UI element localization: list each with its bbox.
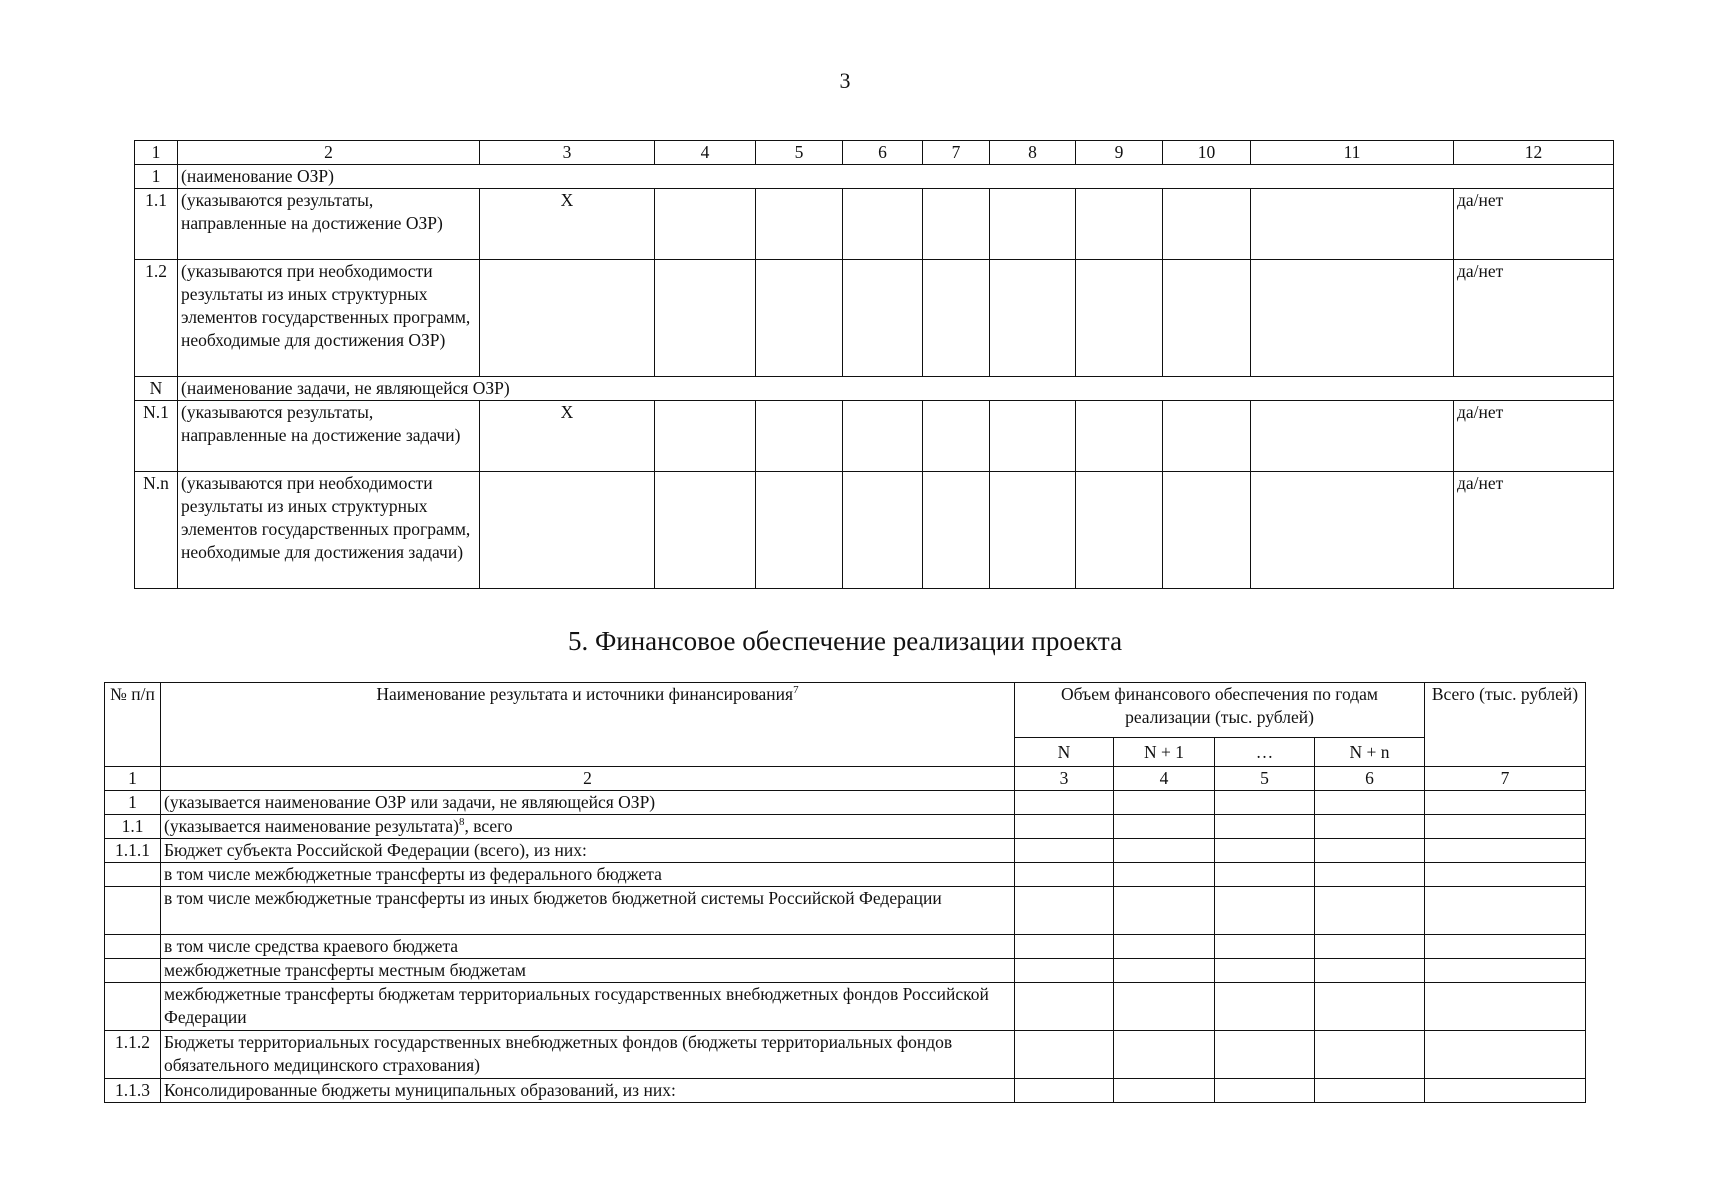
empty-cell [843,260,923,377]
table-row [135,260,1614,377]
row-text: (указываются результаты, направленные на достижение задачи) [178,401,480,472]
row-text: межбюджетные трансферты местным бюджетам [161,959,1015,983]
empty-cell [1015,863,1114,887]
footnote-ref: 7 [793,684,799,697]
empty-cell [1163,260,1251,377]
empty-cell [1425,815,1586,839]
row-number [105,863,161,887]
table-row [135,401,1614,472]
empty-cell [843,472,923,589]
row-text: (указывается наименование ОЗР или задачи, не являющейся ОЗР) [161,791,1015,815]
footnote-ref: 8 [458,816,465,829]
finance-colnum-row [105,767,1586,791]
row-number: 1.1.1 [105,839,161,863]
empty-cell [1015,959,1114,983]
results-table [134,140,1614,589]
year-cell: N + n [1315,738,1425,767]
empty-cell [1315,1031,1425,1079]
empty-cell [1215,983,1315,1031]
empty-cell [1015,1031,1114,1079]
empty-cell [1076,189,1163,260]
table-row [135,165,1614,189]
empty-cell [1425,1079,1586,1103]
row-number: 1.2 [135,260,178,377]
header-cell: 9 [1076,141,1163,165]
table-row [135,189,1614,260]
col-head-name-text: Наименование результата и источники финансирования [376,684,794,704]
empty-cell [1315,935,1425,959]
table-row [105,1031,1586,1079]
row-text-suffix: , всего [464,816,513,836]
empty-cell [1425,791,1586,815]
page-number: 3 [839,68,851,93]
header-cell: 6 [843,141,923,165]
empty-cell [1315,887,1425,935]
row-text: (наименование задачи, не являющейся ОЗР) [178,377,1614,401]
empty-cell [1215,959,1315,983]
header-cell: 5 [756,141,843,165]
row-mark [480,472,655,589]
header-cell: 3 [480,141,655,165]
row-text: Бюджеты территориальных государственных внебюджетных фондов (бюджеты территориальных фондов обязательного медицинского страхования) [161,1031,1015,1079]
row-number: 1.1.3 [105,1079,161,1103]
row-yes-no: да/нет [1454,472,1614,589]
table-row [105,959,1586,983]
empty-cell [923,401,990,472]
empty-cell [1114,863,1215,887]
empty-cell [1114,1031,1215,1079]
row-text [161,815,1015,839]
table-row [135,472,1614,589]
empty-cell [990,472,1076,589]
row-mark [480,260,655,377]
row-number [105,887,161,935]
row-number [105,935,161,959]
empty-cell [1315,791,1425,815]
empty-cell [1425,839,1586,863]
row-text: (указываются при необходимости результаты из иных структурных элементов государственных программ, необходимые для достижения ОЗР) [178,260,480,377]
empty-cell [1251,260,1454,377]
row-number: 1.1 [105,815,161,839]
empty-cell [655,401,756,472]
empty-cell [1114,791,1215,815]
finance-head-row [105,683,1586,738]
col-number-cell: 7 [1425,767,1586,791]
empty-cell [1215,1031,1315,1079]
col-number-cell: 3 [1015,767,1114,791]
empty-cell [1076,472,1163,589]
col-head-number: № п/п [105,683,161,767]
empty-cell [843,189,923,260]
empty-cell [756,189,843,260]
row-number [105,959,161,983]
empty-cell [990,260,1076,377]
empty-cell [1315,1079,1425,1103]
empty-cell [1215,1079,1315,1103]
row-number: 1.1 [135,189,178,260]
row-number: N.n [135,472,178,589]
empty-cell [1114,959,1215,983]
empty-cell [1015,1079,1114,1103]
table-row [105,815,1586,839]
section-title: 5. Финансовое обеспечение реализации проекта [567,626,1123,656]
row-text: Бюджет субъекта Российской Федерации (всего), из них: [161,839,1015,863]
empty-cell [756,472,843,589]
col-number-cell: 2 [161,767,1015,791]
empty-cell [1425,935,1586,959]
empty-cell [1425,1031,1586,1079]
empty-cell [1114,983,1215,1031]
empty-cell [1076,260,1163,377]
row-text: Консолидированные бюджеты муниципальных образований, из них: [161,1079,1015,1103]
row-number: N.1 [135,401,178,472]
results-header-row [135,141,1614,165]
col-head-name [161,683,1015,767]
row-text: межбюджетные трансферты бюджетам территориальных государственных внебюджетных фондов Российской Федерации [161,983,1015,1031]
empty-cell [1114,935,1215,959]
empty-cell [1315,839,1425,863]
empty-cell [1163,472,1251,589]
table-row [105,839,1586,863]
header-cell: 4 [655,141,756,165]
row-text: (наименование ОЗР) [178,165,1614,189]
row-text-main: (указывается наименование результата) [164,816,459,836]
empty-cell [1114,839,1215,863]
empty-cell [923,260,990,377]
col-number-cell: 1 [105,767,161,791]
year-cell: N + 1 [1114,738,1215,767]
empty-cell [1425,959,1586,983]
empty-cell [1015,839,1114,863]
empty-cell [1015,983,1114,1031]
row-text: в том числе межбюджетные трансферты из федерального бюджета [161,863,1015,887]
year-cell: N [1015,738,1114,767]
row-text: (указываются результаты, направленные на достижение ОЗР) [178,189,480,260]
row-text: в том числе средства краевого бюджета [161,935,1015,959]
col-number-cell: 5 [1215,767,1315,791]
empty-cell [1315,815,1425,839]
empty-cell [1251,472,1454,589]
row-number [105,983,161,1031]
header-cell: 2 [178,141,480,165]
row-text: в том числе межбюджетные трансферты из иных бюджетов бюджетной системы Российской Федерации [161,887,1015,935]
empty-cell [1076,401,1163,472]
header-cell: 10 [1163,141,1251,165]
empty-cell [1015,791,1114,815]
row-mark: Х [480,401,655,472]
header-cell: 1 [135,141,178,165]
year-cell: … [1215,738,1315,767]
table-row [105,935,1586,959]
empty-cell [1315,983,1425,1031]
row-text: (указываются при необходимости результаты из иных структурных элементов государственных программ, необходимые для достижения задачи) [178,472,480,589]
empty-cell [655,260,756,377]
empty-cell [1425,887,1586,935]
col-number-cell: 4 [1114,767,1215,791]
empty-cell [1114,1079,1215,1103]
empty-cell [1015,935,1114,959]
empty-cell [843,401,923,472]
row-mark: Х [480,189,655,260]
empty-cell [1163,401,1251,472]
row-number: N [135,377,178,401]
row-yes-no: да/нет [1454,260,1614,377]
empty-cell [990,189,1076,260]
empty-cell [756,260,843,377]
row-number: 1 [105,791,161,815]
row-yes-no: да/нет [1454,189,1614,260]
table-row [105,1079,1586,1103]
header-cell: 11 [1251,141,1454,165]
table-row [135,377,1614,401]
table-row [105,791,1586,815]
row-number: 1.1.2 [105,1031,161,1079]
empty-cell [1215,863,1315,887]
empty-cell [1251,189,1454,260]
empty-cell [655,189,756,260]
empty-cell [923,189,990,260]
empty-cell [1315,959,1425,983]
empty-cell [1215,839,1315,863]
col-number-cell: 6 [1315,767,1425,791]
empty-cell [990,401,1076,472]
header-cell: 8 [990,141,1076,165]
row-yes-no: да/нет [1454,401,1614,472]
finance-table [104,682,1586,1103]
empty-cell [1215,887,1315,935]
col-head-volume: Объем финансового обеспечения по годам реализации (тыс. рублей) [1015,683,1425,738]
empty-cell [655,472,756,589]
empty-cell [1015,815,1114,839]
table-row [105,863,1586,887]
empty-cell [756,401,843,472]
col-head-total: Всего (тыс. рублей) [1425,683,1586,767]
empty-cell [1215,935,1315,959]
header-cell: 7 [923,141,990,165]
empty-cell [1425,863,1586,887]
empty-cell [1315,863,1425,887]
empty-cell [1425,983,1586,1031]
empty-cell [1215,815,1315,839]
empty-cell [1114,887,1215,935]
empty-cell [1163,189,1251,260]
empty-cell [1251,401,1454,472]
table-row [105,887,1586,935]
table-row [105,983,1586,1031]
row-number: 1 [135,165,178,189]
empty-cell [923,472,990,589]
empty-cell [1114,815,1215,839]
header-cell: 12 [1454,141,1614,165]
empty-cell [1015,887,1114,935]
empty-cell [1215,791,1315,815]
